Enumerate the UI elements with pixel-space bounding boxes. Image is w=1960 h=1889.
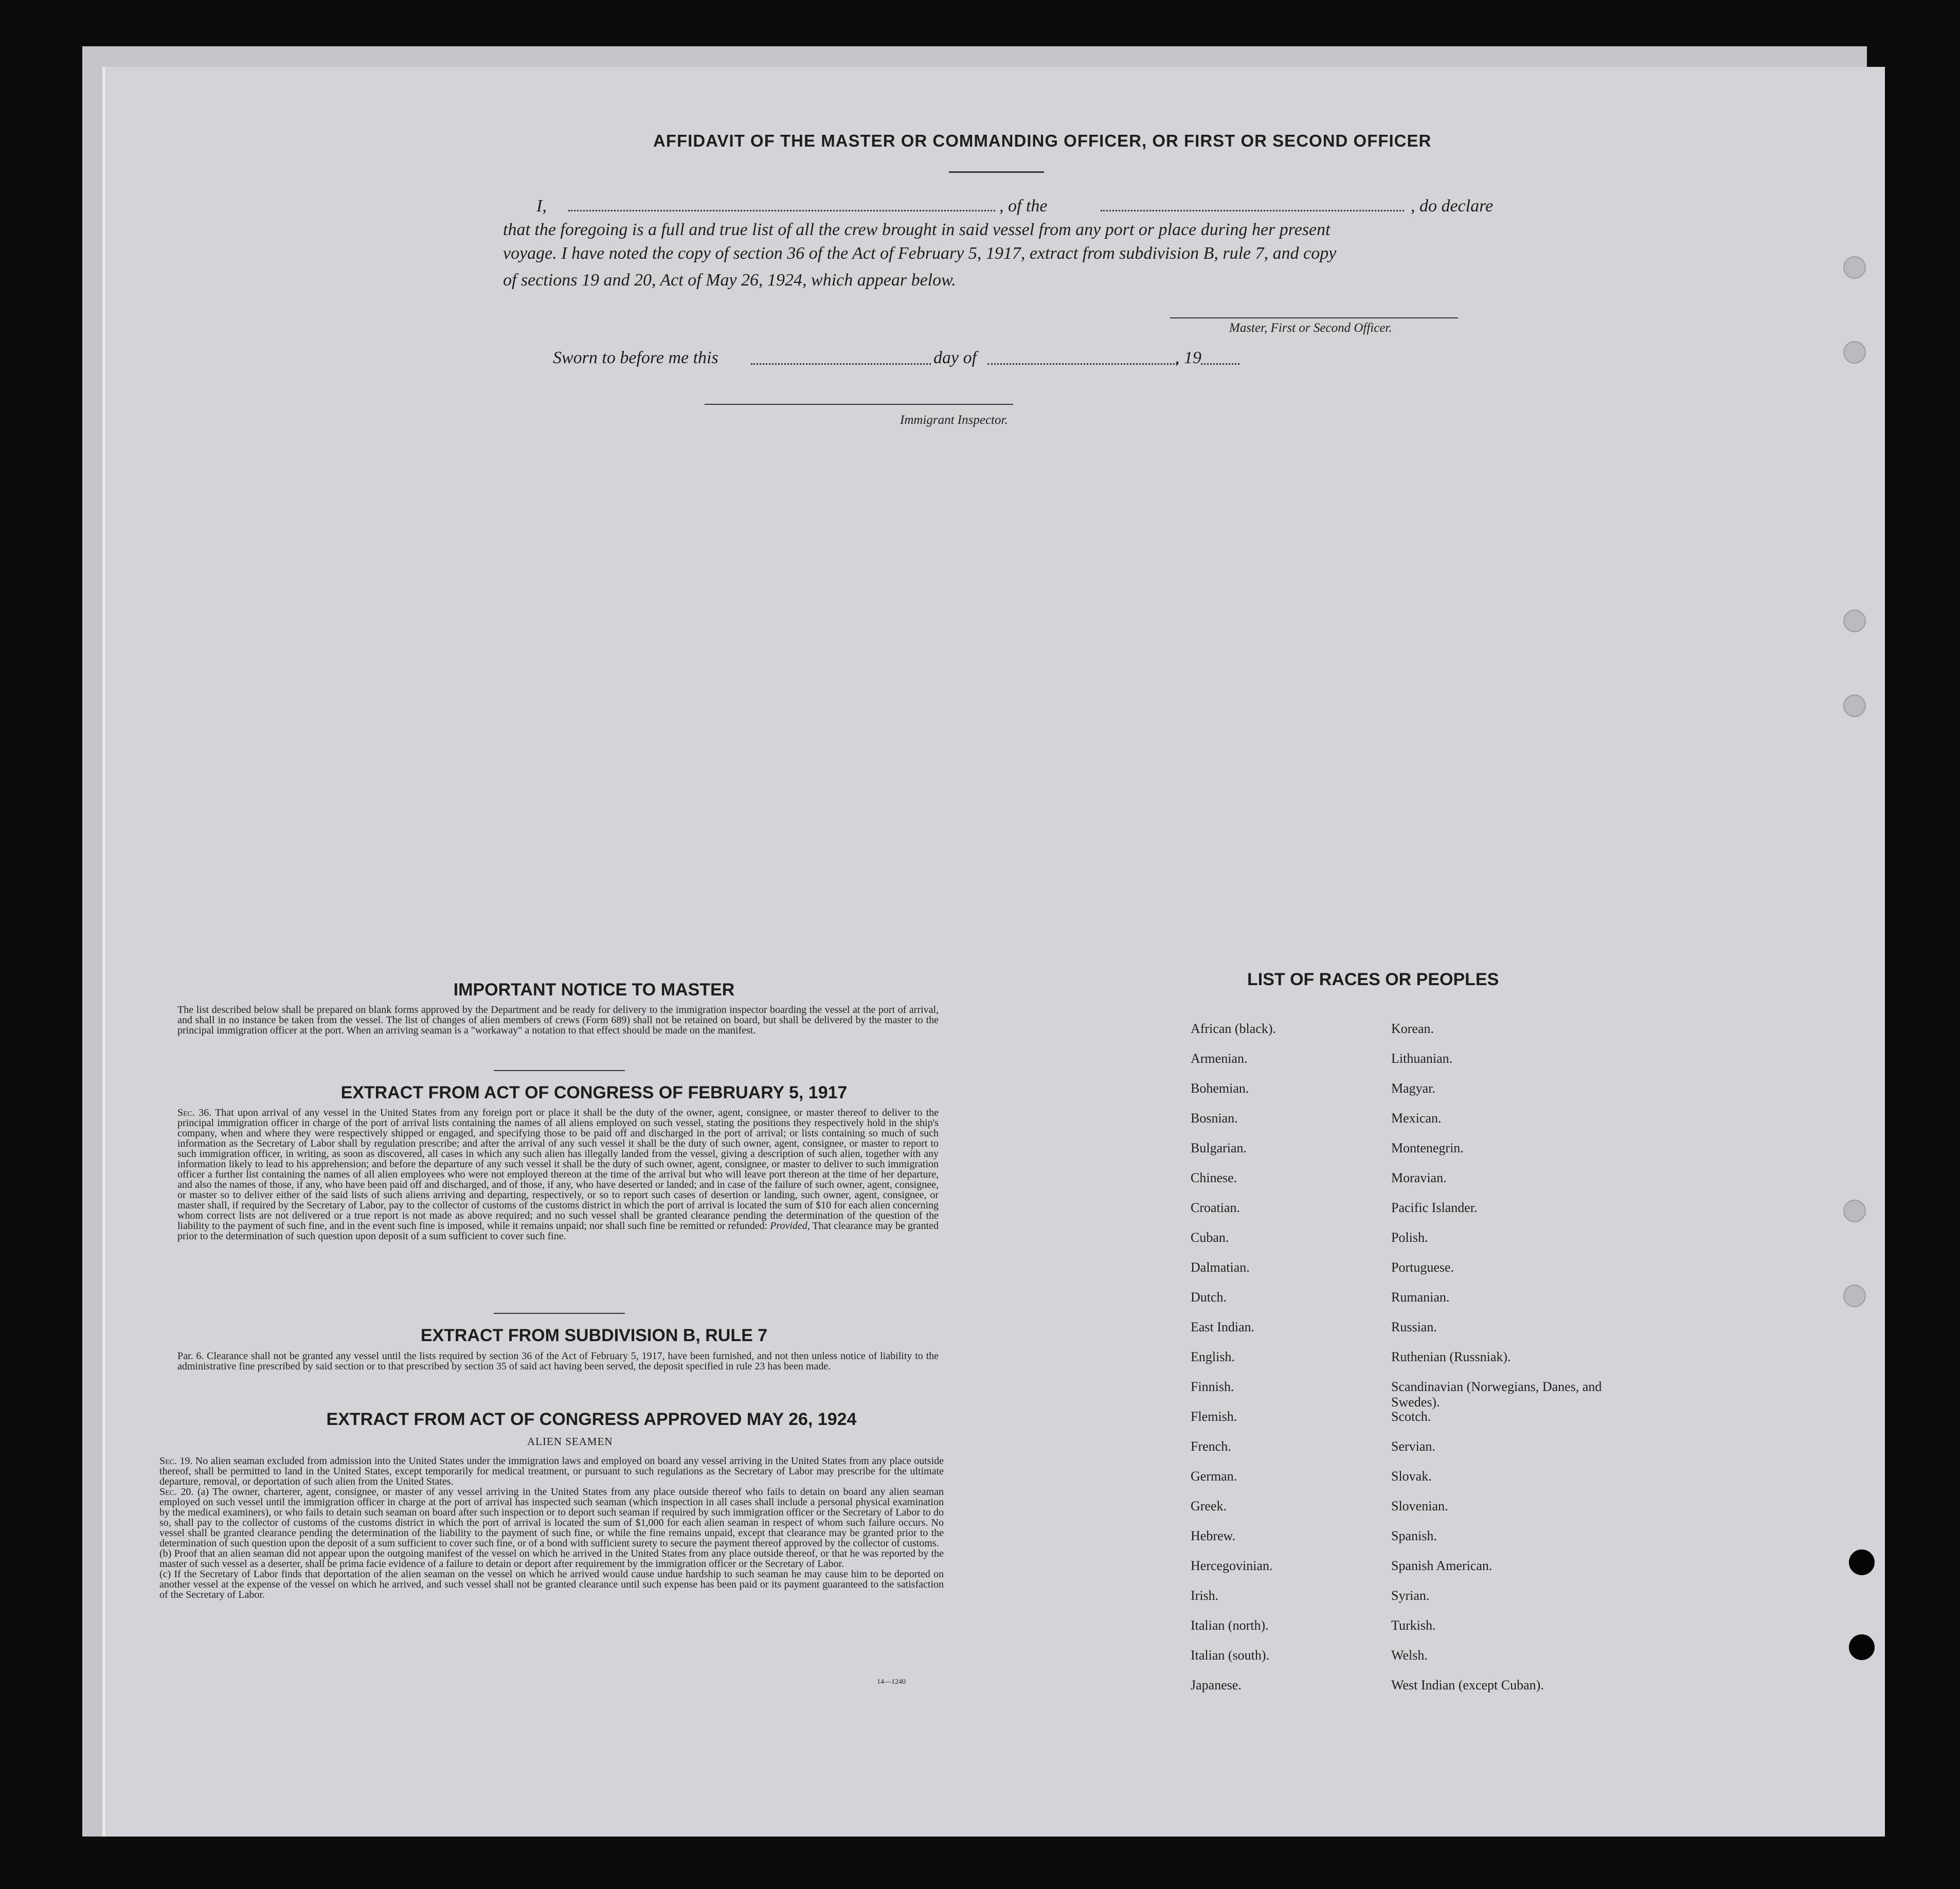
race-item: Scandinavian (Norwegians, Danes, and Swedes). bbox=[1391, 1379, 1602, 1410]
races-column-1 bbox=[1191, 1021, 1376, 1707]
race-item: African (black). bbox=[1191, 1021, 1276, 1036]
punch-hole bbox=[1843, 694, 1866, 717]
races-column-2 bbox=[1391, 1021, 1607, 1707]
race-item: Montenegrin. bbox=[1391, 1140, 1464, 1155]
race-item: Finnish. bbox=[1191, 1379, 1234, 1394]
extract-1917-title: EXTRACT FROM ACT OF CONGRESS OF FEBRUARY 5, 1917 bbox=[340, 1083, 848, 1102]
race-item: East Indian. bbox=[1191, 1320, 1255, 1334]
race-item: Dalmatian. bbox=[1191, 1260, 1250, 1275]
race-item: Korean. bbox=[1391, 1021, 1434, 1036]
race-item: German. bbox=[1191, 1469, 1237, 1484]
race-item: Slovak. bbox=[1391, 1469, 1432, 1484]
race-item: Greek. bbox=[1191, 1499, 1227, 1513]
text-do-declare: , do declare bbox=[1411, 197, 1494, 216]
race-item: Portuguese. bbox=[1391, 1260, 1454, 1275]
name-blank bbox=[568, 210, 995, 211]
race-item: Magyar. bbox=[1391, 1081, 1435, 1096]
race-item: Cuban. bbox=[1191, 1230, 1229, 1245]
race-item: Servian. bbox=[1391, 1439, 1435, 1454]
provided-word: Provided, bbox=[770, 1220, 810, 1232]
text-i: I, bbox=[536, 197, 547, 216]
punch-hole bbox=[1843, 256, 1866, 279]
sec-20-label: Sec. 20. bbox=[159, 1486, 194, 1498]
sec-36-label: Sec. 36. bbox=[177, 1107, 212, 1118]
vessel-blank bbox=[1101, 210, 1404, 211]
section-rule bbox=[494, 1070, 625, 1071]
text-of-the: , of the bbox=[999, 197, 1048, 216]
sec-20a-body: (a) The owner, charterer, agent, consignee, or master of any vessel arriving in the United States from any place outside thereof who fails to detain on board any alien seaman employed on such vessel until the immigration officer in charge at the port of arrival has inspected such seaman (which inspection in all cases shall include a personal physical examination by the medical examiners), or who fails to detain such seaman on board after such inspection or to deport such seaman if required by such immigration officer or the Secretary of Labor to do so, shall pay to the collector of customs of the customs district in which the port of arrival is located the sum of $1,000 for each alien seaman in respect of whom such failure occurs. No vessel shall be granted clearance pending the determination of the liability to the payment of such fine, or while the fine remains unpaid, except that clearance may be granted prior to the determination of such question upon the deposit of a sum sufficient to cover such fine, or of a bond with sufficient surety to secure the payment thereof approved by the collector of customs. bbox=[159, 1486, 944, 1549]
race-item: Pacific Islander. bbox=[1391, 1200, 1478, 1215]
race-item: Bosnian. bbox=[1191, 1111, 1238, 1126]
race-item: Japanese. bbox=[1191, 1678, 1242, 1692]
race-item: Spanish. bbox=[1391, 1528, 1437, 1543]
punch-hole bbox=[1843, 610, 1866, 632]
signature-label: Master, First or Second Officer. bbox=[1229, 321, 1392, 335]
race-item: Scotch. bbox=[1391, 1409, 1431, 1424]
race-item: French. bbox=[1191, 1439, 1231, 1454]
extract-1924-text bbox=[159, 1456, 944, 1600]
race-item: Hebrew. bbox=[1191, 1528, 1236, 1543]
day-blank bbox=[751, 363, 931, 365]
punch-hole bbox=[1843, 1285, 1866, 1307]
race-item: Syrian. bbox=[1391, 1588, 1430, 1603]
inspector-label: Immigrant Inspector. bbox=[900, 413, 1008, 427]
punch-hole bbox=[1849, 1634, 1875, 1660]
sec-19-body: No alien seaman excluded from admission into the United States under the immigration laws and employed on board any vessel arriving in the United States from any place outside thereof, shall be permitted to land in the United States, except temporarily for medical treatment, or pursuant to such regulations as the Secretary of Labor may prescribe for the ultimate departure, removal, or deportation of such alien from the United States. bbox=[159, 1455, 944, 1487]
race-item: Mexican. bbox=[1391, 1111, 1442, 1126]
notice-text: The list described below shall be prepared on blank forms approved by the Department and be ready for delivery to the immigration inspector boarding the vessel at the port of arrival, and shall in no instance be taken from the vessel. The list of changes of alien members of crews (Form 689) shall not be retained on board, but shall be delivered by the master to the principal immigration officer at the port. When an arriving seaman is a "workaway" a notation to that effect should be made on the manifest. bbox=[177, 1004, 939, 1036]
sworn-prefix: Sworn to before me this bbox=[553, 348, 718, 367]
race-item: Slovenian. bbox=[1391, 1499, 1448, 1513]
race-item: Bohemian. bbox=[1191, 1081, 1249, 1096]
rule-7-text: Par. 6. Clearance shall not be granted any vessel until the lists required by section 36 of the Act of February 5, 1917, have been furnished, and not then unless notice of liability to the administrative fine prescribed by said section or to that prescribed by section 35 of said act having been served, the deposit specified in rule 23 has been made. bbox=[177, 1350, 939, 1372]
affidavit-line-2: that the foregoing is a full and true list of all the crew brought in said vessel from any port or place during her present bbox=[503, 220, 1330, 239]
sec-19-label: Sec. 19. bbox=[159, 1455, 193, 1467]
race-item: Italian (north). bbox=[1191, 1618, 1269, 1633]
race-item: Polish. bbox=[1391, 1230, 1428, 1245]
form-number: 14—1240 bbox=[877, 1678, 906, 1686]
punch-hole bbox=[1843, 1200, 1866, 1222]
extract-1917-text bbox=[177, 1108, 939, 1241]
race-item: English. bbox=[1191, 1349, 1235, 1364]
sec-36-end: That clearance may be granted prior to the determination of such question upon deposit of a sum sufficient to cover such fine. bbox=[177, 1220, 939, 1242]
races-title: LIST OF RACES OR PEOPLES bbox=[1247, 970, 1499, 989]
race-item: Welsh. bbox=[1391, 1648, 1428, 1663]
race-item: Russian. bbox=[1391, 1320, 1437, 1334]
section-rule bbox=[494, 1313, 625, 1314]
affidavit-title: AFFIDAVIT OF THE MASTER OR COMMANDING OFFICER, OR FIRST OR SECOND OFFICER bbox=[653, 131, 1432, 150]
alien-seamen-subtitle: ALIEN SEAMEN bbox=[527, 1435, 613, 1448]
race-item: Lithuanian. bbox=[1391, 1051, 1453, 1066]
race-item: Ruthenian (Russniak). bbox=[1391, 1349, 1511, 1364]
race-item: Moravian. bbox=[1391, 1170, 1447, 1185]
year-blank bbox=[1201, 363, 1239, 365]
race-item: Hercegovinian. bbox=[1191, 1558, 1273, 1573]
race-item: Rumanian. bbox=[1391, 1290, 1450, 1305]
title-rule bbox=[949, 171, 1044, 173]
race-item: Croatian. bbox=[1191, 1200, 1240, 1215]
sworn-day: day of bbox=[933, 348, 977, 367]
race-item: Turkish. bbox=[1391, 1618, 1436, 1633]
sec-20b-body: (b) Proof that an alien seaman did not appear upon the outgoing manifest of the vessel on which he arrived in the United States from any place outside thereof, or that he was reported by the master of such vessel as a deserter, shall be prima facie evidence of a failure to detain or deport after requirement by the immigration officer or the Secretary of Labor. bbox=[159, 1548, 944, 1570]
punch-hole bbox=[1843, 341, 1866, 364]
punch-hole bbox=[1849, 1549, 1875, 1575]
race-item: Chinese. bbox=[1191, 1170, 1237, 1185]
race-item: Armenian. bbox=[1191, 1051, 1248, 1066]
sec-20c-body: (c) If the Secretary of Labor finds that deportation of the alien seaman on the vessel on which he arrived would cause undue hardship to such seaman he may cause him to be deported on another vessel at the expense of the vessel on which he arrived, and such vessel shall not be granted clearance until such expense has been paid or its payment guaranteed to the satisfaction of the Secretary of Labor. bbox=[159, 1569, 944, 1600]
race-item: Bulgarian. bbox=[1191, 1140, 1247, 1155]
race-item: Italian (south). bbox=[1191, 1648, 1270, 1663]
inspector-line bbox=[705, 404, 1013, 405]
rule-7-title: EXTRACT FROM SUBDIVISION B, RULE 7 bbox=[420, 1326, 768, 1345]
sec-36-body: That upon arrival of any vessel in the United States from any foreign port or place it shall be the duty of the owner, agent, consignee, or master thereof to deliver to the principal immigration officer in charge of the port of arrival lists containing the names of all aliens employed on such vessel, stating the positions they respectively hold in the ship's company, when and where they were respectively shipped or engaged, and specifying those to be paid off and discharged in the port of arrival; or lists containing so much of such information as the Secretary of Labor shall by regulation prescribe; and after the arrival of any such vessel it shall be the duty of such owner, agent, consignee, or master to report to such immigration officer, in writing, as soon as discovered, all cases in which any such alien has illegally landed from the vessel, giving a description of such alien, together with any information likely to lead to his apprehension; and before the departure of any such vessel it shall be the duty of such owner, agent, consignee, or master to deliver to such immigration officer a further list containing the names of all alien employees who were not employed thereon at the time of the arrival but who will leave port thereon at the time of her departure, and also the names of those, if any, who have been paid off and discharged, and of those, if any, who have deserted or landed; and in case of the failure of such owner, agent, consignee, or master so to deliver either of the said lists of such aliens arriving and departing, respectively, or so to report such cases of desertion or landing, such owner, agent, consignee, or master shall, if required by the Secretary of Labor, pay to the collector of customs of the customs district in which the port of arrival is located the sum of $10 for each alien concerning whom correct lists are not delivered or a true report is not made as above required; and no such vessel shall be granted clearance pending the determination of the question of the liability to the payment of such fine, and in the event such fine is imposed, while it remains unpaid; nor shall such fine be remitted or refunded: bbox=[177, 1107, 939, 1232]
race-item: Flemish. bbox=[1191, 1409, 1237, 1424]
race-item: Irish. bbox=[1191, 1588, 1219, 1603]
race-item: Spanish American. bbox=[1391, 1558, 1493, 1573]
race-item: Dutch. bbox=[1191, 1290, 1227, 1305]
notice-title: IMPORTANT NOTICE TO MASTER bbox=[453, 980, 735, 1000]
affidavit-line-1 bbox=[536, 193, 1498, 220]
affidavit-line-3: voyage. I have noted the copy of section 36 of the Act of February 5, 1917, extract from subdivision B, rule 7, and copy bbox=[503, 244, 1337, 263]
extract-1924-title: EXTRACT FROM ACT OF CONGRESS APPROVED MAY 26, 1924 bbox=[326, 1410, 857, 1429]
sworn-year: , 19 bbox=[1175, 348, 1201, 367]
affidavit-line-4: of sections 19 and 20, Act of May 26, 1924, which appear below. bbox=[503, 271, 956, 290]
signature-line bbox=[1170, 317, 1458, 318]
race-item: West Indian (except Cuban). bbox=[1391, 1678, 1544, 1692]
sworn-line bbox=[553, 345, 1257, 371]
month-blank bbox=[987, 363, 1178, 365]
